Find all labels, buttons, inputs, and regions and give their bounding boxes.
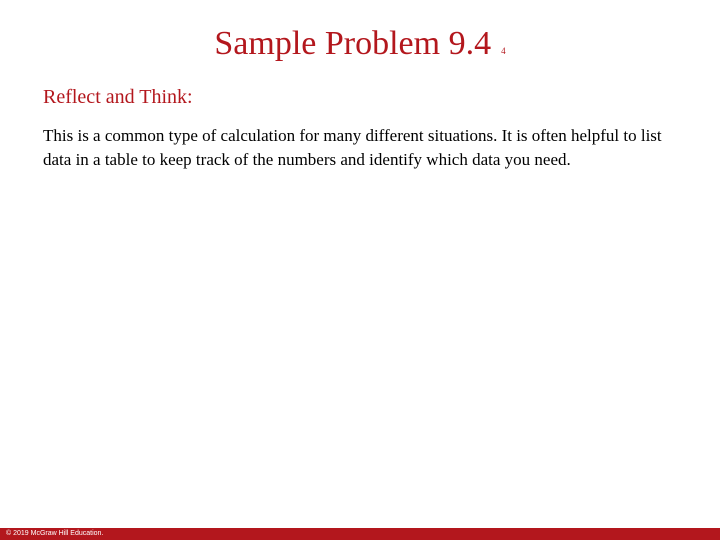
footer-bar xyxy=(0,528,720,540)
reflect-heading: Reflect and Think: xyxy=(43,86,193,108)
slide-number: 4 xyxy=(501,46,506,56)
reflect-body-text: This is a common type of calculation for many different situations. It is often helpful to list data in a table to keep track of the numbers and identify which data you need. xyxy=(43,126,662,169)
copyright-text: © 2019 McGraw Hill Education. xyxy=(6,530,104,537)
slide-title-row xyxy=(0,24,720,71)
slide-title: Sample Problem 9.4 xyxy=(214,25,492,62)
